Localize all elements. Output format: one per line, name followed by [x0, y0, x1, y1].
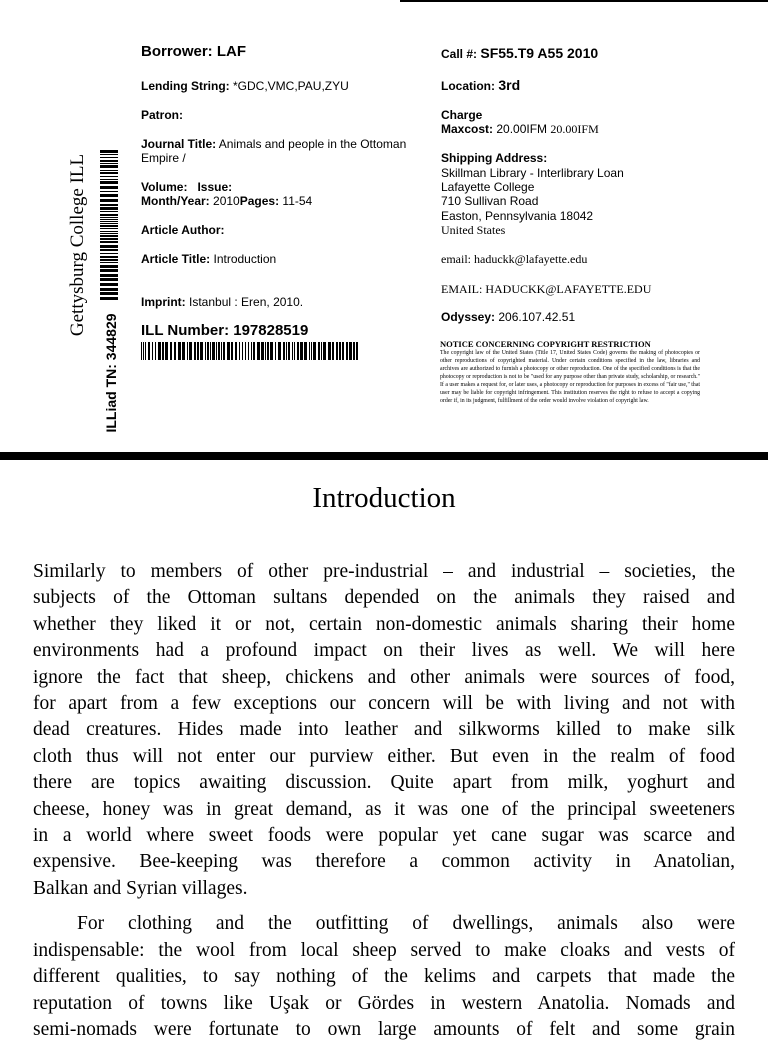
- charge-label: Charge: [441, 108, 483, 122]
- patron-field: [141, 108, 183, 122]
- text-line: Balkan and Syrian villages.: [33, 877, 248, 899]
- text-line: semi-nomads were fortunate to own large amounts of felt and some grain: [33, 1018, 735, 1040]
- lending-string-label: Lending String:: [141, 79, 230, 93]
- text-line: subjects of the Ottoman sultans depended on the animals they raised and: [33, 587, 735, 609]
- journal-title-field: [141, 137, 406, 151]
- top-rule: [400, 0, 768, 2]
- location-label: Location:: [441, 79, 495, 93]
- illiad-tn-vertical: [96, 300, 126, 445]
- text-line: cheese, honey was in great demand, as it was one of the principal sweeteners: [33, 798, 735, 820]
- sheet-bottom-border: [0, 452, 768, 460]
- text-line: for apart from a few exceptions our concern will be with living and not with: [33, 693, 735, 715]
- text-line: there are topics awaiting discussion. Quite apart from milk, yoghurt and: [33, 772, 735, 794]
- odyssey-value: 206.107.42.51: [498, 310, 576, 324]
- maxcost-field: [441, 122, 599, 136]
- copyright-notice: [440, 339, 700, 405]
- paragraph-1: [33, 559, 735, 902]
- call-number-label: Call #:: [441, 47, 478, 61]
- shipping-line-1: Skillman Library - Interlibrary Loan: [441, 166, 624, 180]
- month-year-value: 2010: [213, 194, 240, 208]
- email-lower: email: haduckk@lafayette.edu: [441, 252, 588, 266]
- ill-request-sheet: [0, 0, 768, 452]
- maxcost-value-1: 20.00IFM: [496, 122, 548, 136]
- article-heading: Introduction: [312, 482, 456, 514]
- maxcost-label: Maxcost:: [441, 122, 494, 136]
- shipping-line-3: 710 Sullivan Road: [441, 194, 539, 208]
- text-line: cloth thus will not enter our purview either. But even in the realm of food: [33, 745, 735, 767]
- text-line: dead creatures. Hides made into leather and silkworms killed to make silk: [33, 719, 735, 741]
- ill-number-barcode: [141, 342, 361, 360]
- shipping-line-2: Lafayette College: [441, 180, 535, 194]
- tn-barcode: [100, 150, 118, 300]
- borrower-label: Borrower:: [141, 43, 213, 60]
- text-line: indispensable: the wool from local sheep served to make cloaks and vests of: [33, 939, 735, 961]
- article-author-label: Article Author:: [141, 223, 225, 237]
- call-number-value: SF55.T9 A55 2010: [480, 45, 599, 61]
- text-line: different qualities, to say nothing of the kelims and carpets that made the: [33, 966, 735, 988]
- illiad-tn: ILLiad TN: 344829: [103, 312, 119, 433]
- ill-number-field: [141, 324, 308, 338]
- pages-label: Pages:: [239, 194, 280, 208]
- text-line: ignore the fact that sheep, chickens and other animals were sources of food,: [33, 666, 735, 688]
- volume-label: Volume:: [141, 180, 188, 194]
- text-line: in a world where sweet foods were popular yet cane sugar was scarce and: [33, 825, 735, 847]
- article-title-label: Article Title:: [141, 252, 211, 266]
- call-number-field: [441, 46, 598, 61]
- volume-issue-field: [141, 180, 232, 194]
- imprint-field: [141, 295, 303, 309]
- lending-string-field: [141, 79, 349, 93]
- maxcost-value-2: 20.00IFM: [550, 122, 599, 136]
- article-title-value: Introduction: [213, 252, 277, 266]
- journal-title-label: Journal Title:: [141, 137, 217, 151]
- shipping-country: United States: [441, 223, 506, 237]
- borrower-field: [141, 45, 246, 59]
- imprint-value: Istanbul : Eren, 2010.: [189, 295, 304, 309]
- month-year-pages-field: [141, 194, 312, 208]
- odyssey-label: Odyssey:: [441, 310, 496, 324]
- location-field: [441, 78, 520, 93]
- pages-value: 11-54: [282, 194, 313, 208]
- paragraph-2: [33, 911, 735, 1043]
- month-year-label: Month/Year:: [141, 194, 210, 208]
- text-line: environments had a profound impact on their lives as well. We will here: [33, 640, 735, 662]
- text-line: Similarly to members of other pre-industrial – and industrial – societies, the: [33, 561, 735, 582]
- text-line: reputation of towns like Uşak or Gördes in western Anatolia. Nomads and: [33, 992, 735, 1014]
- copyright-notice-body: The copyright law of the United States (Title 17, United States Code) governs the making of photocopies or other reproductions of copyrighted material. Under certain conditions specified in the law, libraries and archives are authorized to furnish a photocopy or other reproduction. One of the specified conditions is that the photocopy or reproduction is not to be "used for any purpose other than private study, scholarship, or research." If a user makes a request for, or later uses, a photocopy or reproduction for purposes in excess of "fair use," that user may be liable for copyright infringement. This institution reserves the right to refuse to accept a copying order if, in its judgment, fulfillment of the order would involve violation of copyright law.: [440, 350, 700, 404]
- article-author-field: [141, 223, 225, 237]
- article-page: [0, 460, 768, 1040]
- shipping-line-4: Easton, Pennsylvania 18042: [441, 209, 594, 223]
- borrower-value: LAF: [216, 43, 247, 60]
- ill-number-value: 197828519: [233, 322, 309, 339]
- article-title-field: [141, 252, 276, 266]
- college-label-vertical: [58, 150, 98, 340]
- copyright-notice-title: NOTICE CONCERNING COPYRIGHT RESTRICTION: [440, 339, 651, 349]
- shipping-address-label: Shipping Address:: [441, 151, 548, 165]
- patron-label: Patron:: [141, 108, 183, 122]
- article-body: [33, 559, 735, 1043]
- ill-number-label: ILL Number:: [141, 322, 230, 339]
- college-name: Gettysburg College ILL: [67, 153, 88, 337]
- issue-label: Issue:: [197, 180, 233, 194]
- imprint-label: Imprint:: [141, 295, 186, 309]
- location-value: 3rd: [498, 77, 521, 93]
- journal-title-line1: Animals and people in the Ottoman: [218, 137, 407, 151]
- text-line: whether they liked it or not, certain non-domestic animals sharing their home: [33, 613, 735, 635]
- text-line: expensive. Bee-keeping was therefore a common activity in Anatolian,: [33, 851, 735, 873]
- journal-title-line2: Empire /: [141, 151, 186, 165]
- text-line: For clothing and the outfitting of dwellings, animals also were: [77, 913, 735, 935]
- email-upper: EMAIL: HADUCKK@LAFAYETTE.EDU: [441, 282, 652, 296]
- lending-string-value: *GDC,VMC,PAU,ZYU: [233, 79, 349, 93]
- odyssey-field: [441, 310, 575, 324]
